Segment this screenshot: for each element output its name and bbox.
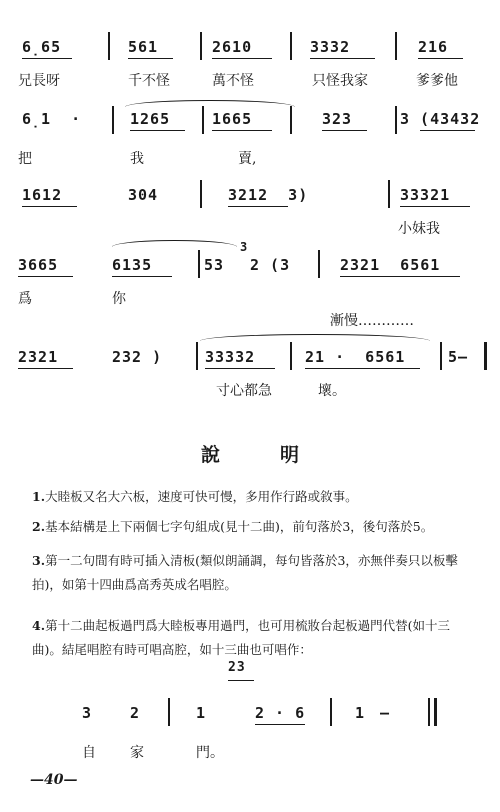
grace-note: 23 <box>228 660 246 675</box>
bar-line <box>202 106 204 134</box>
bar-line <box>395 106 397 134</box>
underline <box>22 58 72 59</box>
bar-line <box>318 250 320 278</box>
note-group: 1665 <box>212 110 253 128</box>
underline <box>112 276 172 277</box>
item-text: 第十二曲起板過門爲大睦板專用過門，也可用梳妝台起板過門代替(如十三曲)。結尾唱腔有時可唱高腔，如十三曲也可唱作： <box>32 618 450 657</box>
lyric: 門。 <box>196 745 224 761</box>
lyric: 千不怪 <box>128 73 170 89</box>
note-group: 1265 <box>130 110 171 128</box>
bar-line <box>290 32 292 60</box>
underline <box>228 680 254 681</box>
note-group: 2321 6561 <box>340 256 441 274</box>
final-bar-line <box>434 698 437 726</box>
note-group: 33321 <box>400 186 451 204</box>
lyric: 壞。 <box>318 383 346 399</box>
bar-line <box>330 698 332 726</box>
underline <box>128 58 173 59</box>
item-number: 1. <box>32 489 46 504</box>
item-text: 大睦板又名大六板，速度可快可慢，多用作行路或敘事。 <box>45 489 358 504</box>
lyric: 兄長呀 <box>18 73 60 89</box>
note-group: 6̣65 <box>22 38 62 56</box>
lyric: 寸心都急 <box>216 383 272 399</box>
note: 2 <box>130 704 141 722</box>
underline <box>212 58 272 59</box>
note-group: 1612 <box>22 186 63 204</box>
note-group: 323 <box>322 110 353 128</box>
note: 3 <box>82 704 93 722</box>
underline <box>22 206 77 207</box>
tempo-marking: 漸慢………… <box>330 313 414 329</box>
item-number: 2. <box>32 519 46 534</box>
bar-line <box>440 342 442 370</box>
lyric: 你 <box>112 291 126 307</box>
bar-line <box>200 180 202 208</box>
example-score <box>0 660 500 770</box>
note-group: 304 <box>128 186 159 204</box>
lyric: 爲 <box>18 291 32 307</box>
bar-line <box>200 32 202 60</box>
bar-line <box>108 32 110 60</box>
lyric: 賣, <box>238 151 257 167</box>
underline <box>212 130 272 131</box>
note-group: 21 · 6561 <box>305 348 406 366</box>
bar-line <box>112 106 114 134</box>
grace-note: 3 <box>240 240 249 254</box>
item-text: 基本結構是上下兩個七字句組成(見十二曲)，前句落於3，後句落於5。 <box>45 519 434 534</box>
bar-line <box>395 32 397 60</box>
note-group: 232 ) <box>112 348 163 366</box>
score-row-5 <box>0 310 500 400</box>
note-group: 6̣1 · <box>22 110 82 128</box>
underline <box>310 58 375 59</box>
score-row-1 <box>0 30 500 90</box>
underline <box>205 368 275 369</box>
lyric: 把 <box>18 151 32 167</box>
score-row-3 <box>0 178 500 238</box>
bar-line <box>290 106 292 134</box>
note-group: 6135 <box>112 256 153 274</box>
score-row-4 <box>0 240 500 307</box>
note-group: 216 <box>418 38 449 56</box>
underline <box>418 58 463 59</box>
underline <box>228 206 288 207</box>
underline <box>130 130 185 131</box>
slur <box>200 334 430 341</box>
bar-line <box>428 698 430 726</box>
item-text: 第一二句間有時可插入清板(類似朗誦調，每句皆落於3，亦無伴奏只以板擊拍)，如第十四曲爲高秀英成名唱腔。 <box>32 553 458 592</box>
underline <box>305 368 420 369</box>
bar-line <box>198 250 200 278</box>
note-group: 561 <box>128 38 159 56</box>
section-heading: 說明 <box>200 444 359 466</box>
page-number: —40— <box>30 772 78 788</box>
lyric: 爹爹他 <box>416 73 458 89</box>
note-group: 3212 3) <box>228 186 309 204</box>
bar-line <box>168 698 170 726</box>
underline <box>340 276 460 277</box>
underline <box>400 206 470 207</box>
lyric: 自 <box>82 745 96 761</box>
lyric: 只怪我家 <box>312 73 368 89</box>
note-group: 2610 <box>212 38 253 56</box>
underline <box>322 130 367 131</box>
note-group: 53 <box>204 256 225 274</box>
item-number: 3. <box>32 553 46 568</box>
lyric: 萬不怪 <box>212 73 254 89</box>
note-group: 2 (3 <box>250 256 291 274</box>
underline <box>420 130 475 131</box>
final-bar-line <box>484 342 487 370</box>
bar-line <box>290 342 292 370</box>
underline <box>255 724 305 725</box>
underline <box>18 368 73 369</box>
explanation-item <box>32 549 477 597</box>
underline <box>18 276 73 277</box>
note: 1 <box>196 704 207 722</box>
lyric: 我 <box>130 151 144 167</box>
note-group: 33332 <box>205 348 256 366</box>
explanation-item <box>32 614 477 662</box>
note-group: 5— <box>448 348 469 366</box>
note-group: 3332 <box>310 38 351 56</box>
note-group: 3665 <box>18 256 59 274</box>
bar-line <box>388 180 390 208</box>
lyric: 小妹我 <box>398 221 440 237</box>
lyric: 家 <box>130 745 144 761</box>
note: 2 · 6 <box>255 704 306 722</box>
sustain-dash: — <box>380 704 391 722</box>
item-number: 4. <box>32 618 46 633</box>
explanation-item <box>32 485 477 509</box>
note: 1 <box>355 704 366 722</box>
bar-line <box>196 342 198 370</box>
note-group: 3 (43432 <box>400 110 481 128</box>
score-row-2 <box>0 100 500 170</box>
slur <box>112 240 237 247</box>
slur <box>125 100 295 107</box>
explanation-item <box>32 515 477 539</box>
note-group: 2321 <box>18 348 59 366</box>
